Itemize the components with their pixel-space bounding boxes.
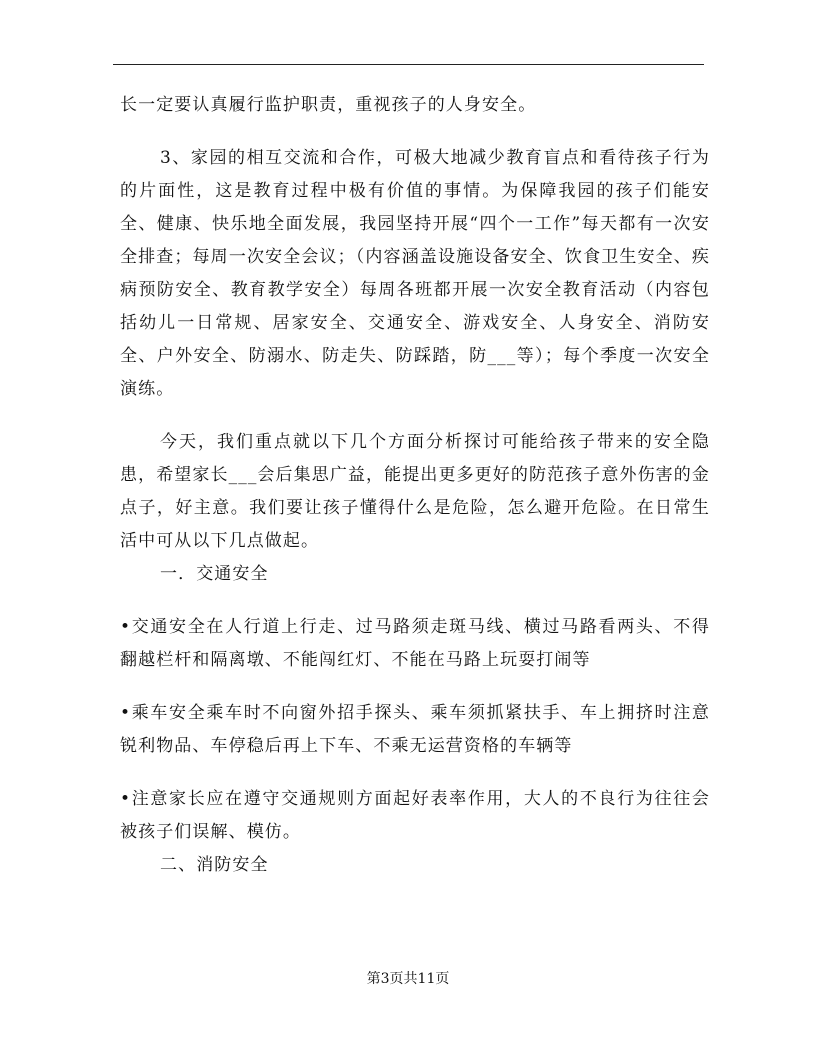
header-rule [113, 64, 704, 65]
bullet-riding-safety: •乘车安全乘车时不向窗外招手探头、乘车须抓紧扶手、车上拥挤时注意锐利物品、车停稳后再上下车、不乘无运营资格的车辆等 [120, 703, 710, 756]
bullet-traffic-safety: •交通安全在人行道上行走、过马路须走斑马线、横过马路看两头、不得翻越栏杆和隔离墩、不能闯红灯、不能在马路上玩耍打闹等 [120, 617, 710, 670]
paragraph-home-school-cooperation: 3、家园的相互交流和合作，可极大地减少教育盲点和看待孩子行为的片面性，这是教育过程中极有价值的事情。为保障我园的孩子们能安全、健康、快乐地全面发展，我园坚持开展“四个一工作”每天都有一次安全排查；每周一次安全会议；（内容涵盖设施设备安全、饮食卫生安全、疾病预防安全、教育教学安全）每周各班都开展一次安全教育活动（内容包括幼儿一日常规、居家安全、交通安全、游戏安全、人身安全、消防安全、户外安全、防溺水、防走失、防踩踏，防___等）；每个季度一次安全演练。 [120, 148, 710, 399]
bullet-parent-example: •注意家长应在遵守交通规则方面起好表率作用，大人的不良行为往往会被孩子们误解、模仿。 [120, 789, 710, 842]
section-heading-fire-safety: 二、消防安全 [160, 855, 269, 875]
paragraph-continuation: 长一定要认真履行监护职责，重视孩子的人身安全。 [120, 95, 537, 115]
section-heading-traffic-safety: 一．交通安全 [160, 564, 269, 584]
paragraph-today-discussion: 今天，我们重点就以下几个方面分析探讨可能给孩子带来的安全隐患，希望家长___会后集思广益，能提出更多更好的防范孩子意外伤害的金点子，好主意。我们要让孩子懂得什么是危险，怎么避开危险。在日常生活中可从以下几点做起。 [120, 432, 710, 551]
document-body [120, 89, 710, 882]
page-number: 第3页共11页 [366, 971, 450, 987]
